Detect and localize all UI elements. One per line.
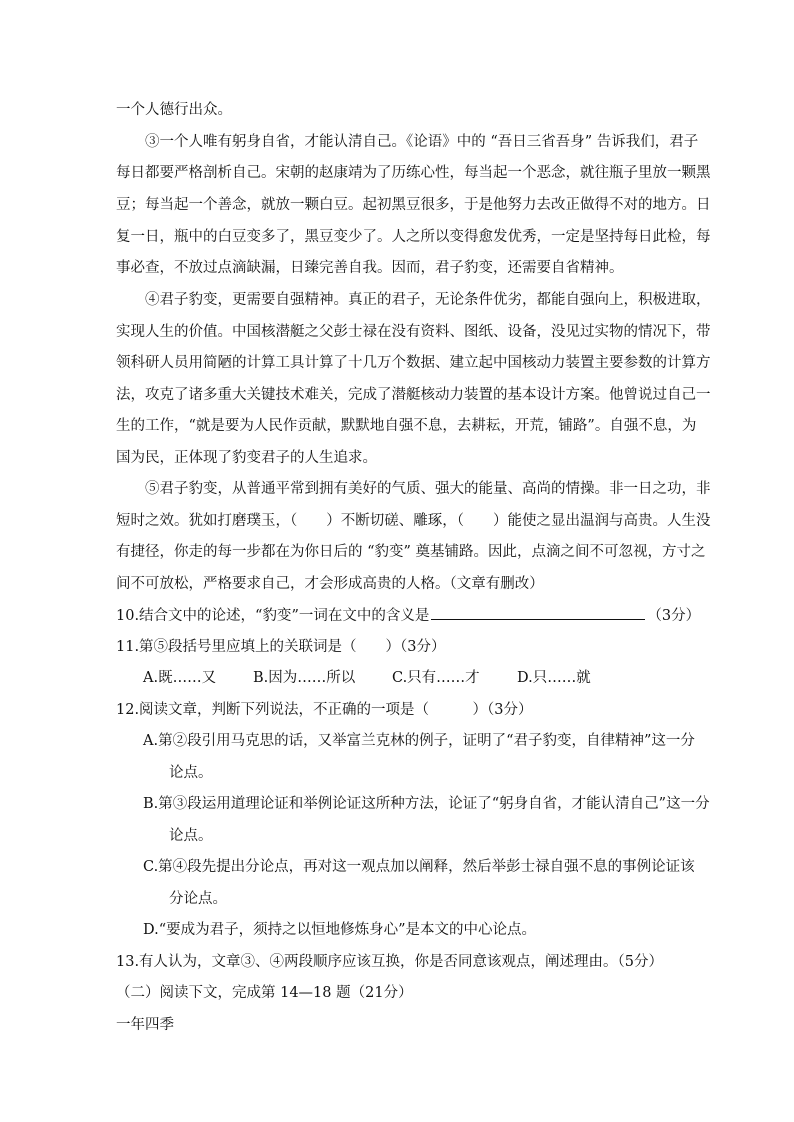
question-10 xyxy=(116,605,700,626)
question-12-option-a-cont: 论点。 xyxy=(169,765,213,781)
question-10-stem: 10.结合文中的论述，“豹变”一词在文中的含义是 xyxy=(116,608,430,624)
para4-line-4: 法，攻克了诸多重大关键技术难关，完成了潜艇核动力装置的基本设计方案。他曾说过自己一 xyxy=(116,387,711,403)
para4-line-3: 领科研人员用简陋的计算工具计算了十几万个数据、建立起中国核动力装置主要参数的计算方 xyxy=(116,355,711,371)
para5-line-1: ⑤君子豹变，从普通平常到拥有美好的气质、强大的能量、高尚的情操。非一日之功，非 xyxy=(145,481,711,497)
passage-title: 一年四季 xyxy=(116,1017,174,1033)
para5-line-2: 短时之效。犹如打磨璞玉，（ ）不断切磋、雕琢，（ ）能使之显出温润与高贵。人生没 xyxy=(116,513,711,529)
question-11-option-a[interactable]: A.既……又 xyxy=(143,670,217,686)
intro-line: 一个人德行出众。 xyxy=(116,102,232,118)
section-2-heading: （二）阅读下文，完成第 14—18 题（21分） xyxy=(116,985,413,1001)
question-12-option-b-cont: 论点。 xyxy=(169,828,213,844)
para3-line-5: 事必查，不放过点滴缺漏，日臻完善自我。因而，君子豹变，还需要自省精神。 xyxy=(116,260,624,276)
para4-line-2: 实现人生的价值。中国核潜艇之父彭士禄在没有资料、图纸、设备，没见过实物的情况下，带 xyxy=(116,324,711,340)
question-12-option-a[interactable]: A.第②段引用马克思的话，又举富兰克林的例子，证明了“君子豹变，自律精神”这一分 xyxy=(143,733,695,749)
para4-line-6: 国为民，正体现了豹变君子的人生追求。 xyxy=(116,450,377,466)
question-12-option-b[interactable]: B.第③段运用道理论证和举例论证这所种方法，论证了“躬身自省，才能认清自己”这一分 xyxy=(143,796,710,812)
para3-line-1: ③一个人唯有躬身自省，才能认清自己。《论语》中的 “吾日三省吾身” 告诉我们，君子 xyxy=(145,134,699,150)
para4-line-5: 生的工作，“就是要为人民作贡献，默默地自强不息，去耕耘，开荒，铺路”。自强不息，为 xyxy=(116,418,697,434)
answer-blank-10[interactable] xyxy=(431,605,645,620)
question-11-option-c[interactable]: C.只有……才 xyxy=(392,670,480,686)
question-12-option-d[interactable]: D.“要成为君子，须持之以恒地修炼身心”是本文的中心论点。 xyxy=(143,922,537,938)
para3-line-4: 复一日，瓶中的白豆变多了，黑豆变少了。人之所以变得愈发优秀，一定是坚持每日此检，每 xyxy=(116,229,711,245)
para3-line-2: 每日都要严格剖析自己。宋朝的赵康靖为了历练心性，每当起一个恶念，就往瓶子里放一颗黑 xyxy=(116,165,711,181)
question-12-option-c-cont: 分论点。 xyxy=(169,891,227,907)
question-11-stem: 11.第⑤段括号里应填上的关联词是（ ）（3分） xyxy=(116,639,446,655)
question-11-option-d[interactable]: D.只……就 xyxy=(517,670,591,686)
para3-line-3: 豆；每当起一个善念，就放一颗白豆。起初黑豆很多，于是他努力去改正做得不对的地方。日 xyxy=(116,197,711,213)
question-13: 13.有人认为，文章③、④两段顺序应该互换，你是否同意该观点，阐述理由。（5分） xyxy=(116,954,664,970)
para5-line-3: 有捷径，你走的每一步都在为你日后的 “豹变” 奠基铺路。因此，点滴之间不可忽视，方寸之 xyxy=(116,544,706,560)
para4-line-1: ④君子豹变，更需要自强精神。真正的君子，无论条件优劣，都能自强向上，积极进取， xyxy=(145,292,711,308)
question-10-score: （3分） xyxy=(647,608,701,624)
question-12-stem: 12.阅读文章，判断下列说法，不正确的一项是（ ）（3分） xyxy=(116,702,533,718)
question-12-option-c[interactable]: C.第④段先提出分论点，再对这一观点加以阐释，然后举彭士禄自强不息的事例论证该 xyxy=(143,859,695,875)
para5-line-4: 间不可放松，严格要求自己，才会形成高贵的人格。（文章有删改） xyxy=(116,576,544,592)
question-11-option-b[interactable]: B.因为……所以 xyxy=(253,670,356,686)
